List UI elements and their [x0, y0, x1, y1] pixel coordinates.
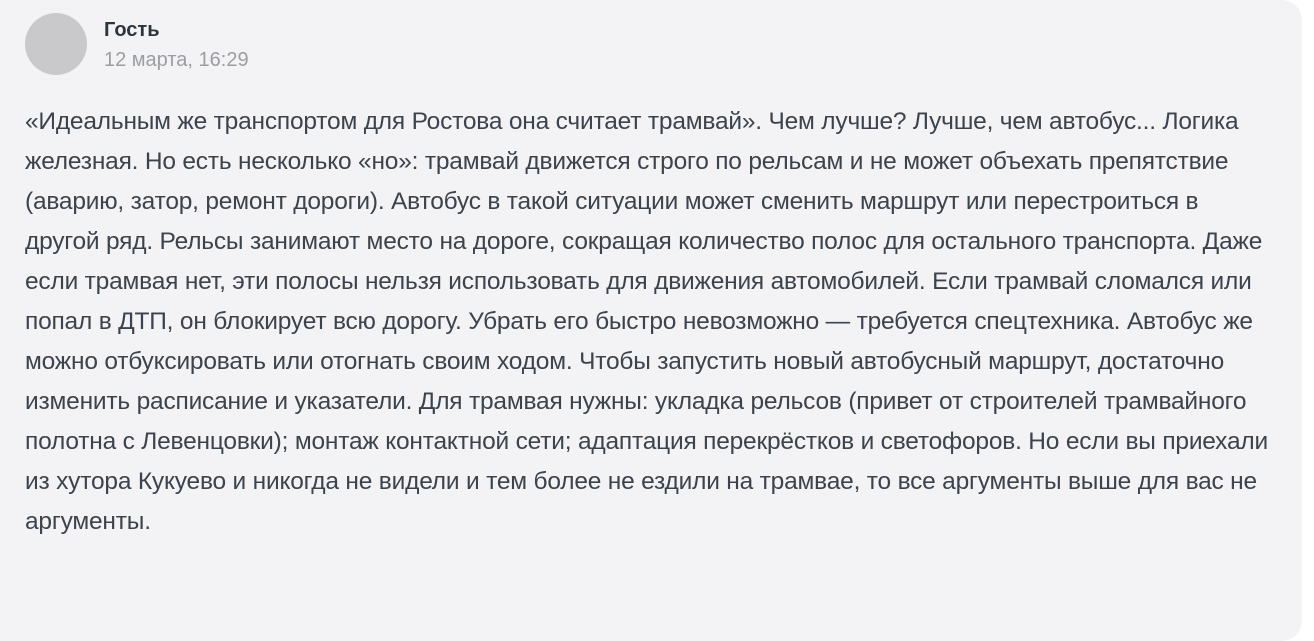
comment-header — [25, 13, 1277, 75]
comment-timestamp: 12 марта, 16:29 — [104, 49, 249, 71]
avatar — [25, 13, 87, 75]
author-block — [104, 13, 249, 72]
author-name: Гость — [104, 19, 160, 41]
comment-body: «Идеальным же транспортом для Ростова она считает трамвай». Чем лучше? Лучше, чем автобус... Логика железная. Но есть несколько «но»: трамвай движется строго по рельсам и не может объехать препятствие (аварию, затор, ремонт дороги). Автобус в такой ситуации может сменить маршрут или перестроиться в другой ряд. Рельсы занимают место на дороге, сокращая количество полос для остального транспорта. Даже если трамвая нет, эти полосы нельзя использовать для движения автомобилей. Если трамвай сломался или попал в ДТП, он блокирует всю дорогу. Убрать его быстро невозможно — требуется спецтехника. Автобус же можно отбуксировать или отогнать своим ходом. Чтобы запустить новый автобусный маршрут, достаточно изменить расписание и указатели. Для трамвая нужны: укладка рельсов (привет от строителей трамвайного полотна с Левенцовки); монтаж контактной сети; адаптация перекрёстков и светофоров. Но если вы приехали из хутора Кукуево и никогда не видели и тем более не ездили на трамвае, то все аргументы выше для вас не аргументы. — [25, 108, 1268, 535]
